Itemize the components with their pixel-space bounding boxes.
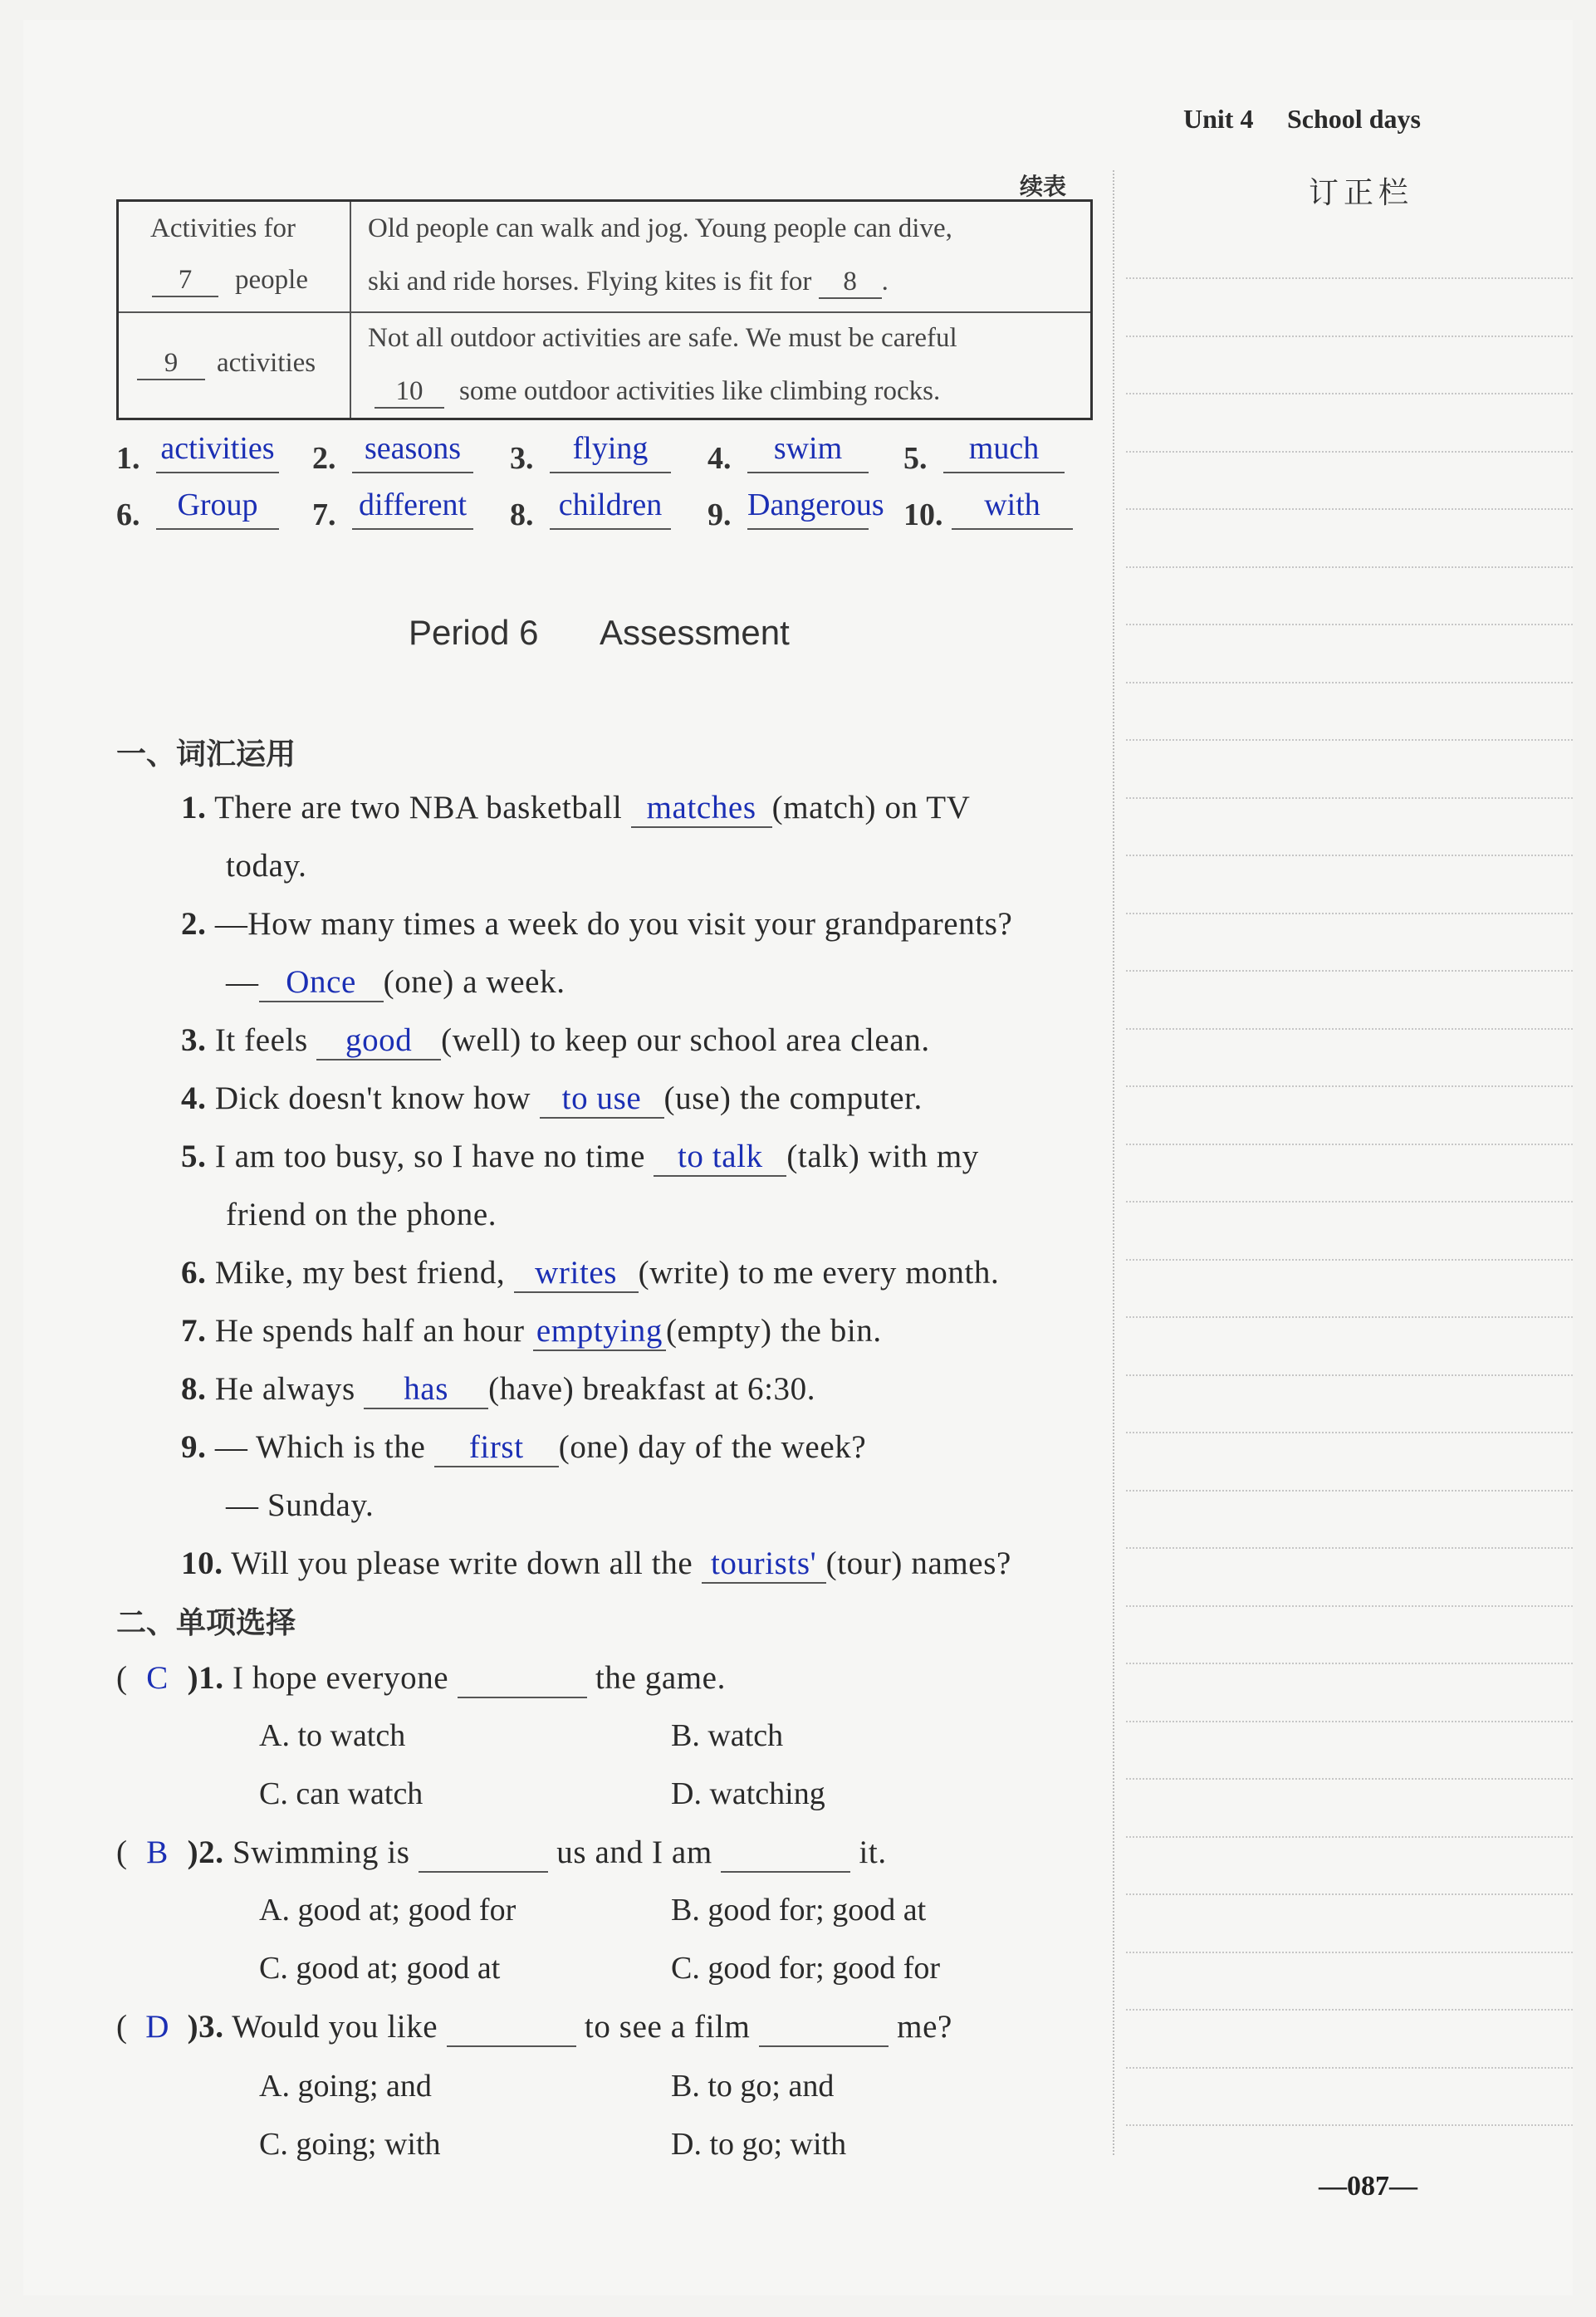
s1-item-3-answer: good: [316, 1021, 441, 1061]
s1-item-2-answer: Once: [259, 963, 384, 1002]
answer-value: seasons: [352, 430, 473, 473]
answer-item: [312, 487, 468, 533]
mc-2-text-a: Swimming is: [233, 1834, 410, 1870]
correction-line: [1126, 1085, 1573, 1087]
s1-item-4-text: Dick doesn't know how: [214, 1080, 531, 1116]
answer-value: different: [352, 487, 473, 530]
mc-3-option-a: A. going; and: [259, 2069, 432, 2104]
table-row1-period: .: [881, 267, 889, 296]
s1-item-8-hint: (have) breakfast at 6:30.: [488, 1371, 816, 1407]
table-row1-right-a: Old people can walk and jog. Young people can dive,: [368, 213, 952, 243]
mc-1-text-a: I hope everyone: [233, 1660, 449, 1696]
mc-2-num: )2.: [187, 1834, 224, 1870]
s1-item-1-hint: (match) on TV: [771, 790, 971, 825]
correction-line: [1126, 393, 1573, 394]
period-number: Period 6: [409, 613, 539, 652]
period-title: Assessment: [600, 613, 790, 652]
correction-line: [1126, 277, 1573, 279]
mc-1-option-c: C. can watch: [259, 1776, 423, 1811]
correction-line: [1126, 797, 1573, 799]
answer-number: 10.: [903, 497, 943, 532]
answer-value: flying: [550, 430, 671, 473]
correction-line: [1126, 1778, 1573, 1780]
s1-item-9-answer: first: [434, 1428, 559, 1467]
answer-value: children: [550, 487, 671, 530]
table-row1-right-b-text: ski and ride horses. Flying kites is fit for: [368, 267, 812, 296]
correction-line: [1126, 913, 1573, 914]
s1-item-1-cont: today.: [226, 848, 307, 884]
continued-label: 续表: [1020, 173, 1067, 200]
mc-1-answer: C: [146, 1660, 169, 1696]
mc-2-option-c: C. good at; good at: [259, 1951, 501, 1986]
table-row1-left-b-text: people: [235, 265, 308, 295]
s1-item-7-text: He spends half an hour: [214, 1313, 525, 1349]
correction-line: [1126, 1259, 1573, 1261]
mc-1-option-b: B. watch: [671, 1718, 784, 1753]
s1-item-10-text: Will you please write down all the: [231, 1545, 693, 1581]
mc-3-text-c: me?: [897, 2009, 952, 2045]
mc-3-text-a: Would you like: [232, 2009, 438, 2045]
s1-item-8-num: 8.: [181, 1371, 207, 1407]
correction-column-title: 订正栏: [1309, 176, 1414, 210]
mc-2-text-b: us and I am: [556, 1834, 712, 1870]
table-row2-left-text: activities: [217, 348, 316, 378]
s1-item-7: [181, 1312, 882, 1351]
correction-line: [1126, 2124, 1573, 2126]
correction-line: [1126, 336, 1573, 337]
s1-item-2-reply: [226, 963, 565, 1002]
answer-number: 7.: [312, 497, 336, 532]
mc-1-num: )1.: [187, 1660, 224, 1696]
mc-3-option-c: C. going; with: [259, 2127, 441, 2162]
answer-value: much: [943, 430, 1065, 473]
s1-item-2-dash: —: [226, 964, 259, 1000]
table-row-divider: [119, 311, 1090, 313]
s1-item-7-num: 7.: [181, 1313, 207, 1349]
correction-line: [1126, 1028, 1573, 1030]
s1-item-1: [181, 789, 970, 828]
correction-line: [1126, 855, 1573, 856]
table-row1-right-b: [368, 267, 889, 299]
table-row2-right-b-text: some outdoor activities like climbing rocks.: [459, 376, 941, 406]
s1-item-8: [181, 1370, 815, 1409]
s1-item-9: [181, 1428, 866, 1467]
mc-3-text-b: to see a film: [584, 2009, 751, 2045]
section1-title: 一、词汇运用: [116, 737, 296, 772]
s1-item-4-answer: to use: [540, 1080, 664, 1119]
s1-item-3-num: 3.: [181, 1022, 207, 1058]
correction-line: [1126, 2067, 1573, 2069]
blank-10: 10: [375, 376, 444, 409]
s1-item-2-text: —How many times a week do you visit your grandparents?: [214, 906, 1013, 942]
answer-number: 9.: [707, 497, 732, 532]
correction-line: [1126, 739, 1573, 741]
correction-line: [1126, 1893, 1573, 1895]
mc-1-option-a: A. to watch: [259, 1718, 406, 1753]
mc-3-option-d: D. to go; with: [671, 2127, 847, 2162]
summary-table: [116, 199, 1093, 420]
table-row1-left-b: [152, 265, 308, 297]
s1-item-1-num: 1.: [181, 790, 207, 825]
mc-2-text-c: it.: [859, 1834, 887, 1870]
blank-9: 9: [137, 348, 205, 380]
correction-line: [1126, 1490, 1573, 1492]
s1-item-10-answer: tourists': [702, 1545, 826, 1584]
s1-item-6-hint: (write) to me every month.: [638, 1255, 1000, 1291]
correction-line: [1126, 1374, 1573, 1376]
table-row2-right-b: [375, 376, 940, 409]
s1-item-4: [181, 1080, 923, 1119]
correction-line: [1126, 1144, 1573, 1145]
answer-number: 1.: [116, 441, 140, 476]
correction-line: [1126, 1952, 1573, 1953]
correction-column-divider: [1113, 170, 1114, 2155]
s1-item-7-answer: emptying: [533, 1312, 666, 1351]
s1-item-2: [181, 905, 1012, 943]
correction-line: [1126, 508, 1573, 510]
s1-item-1-text: There are two NBA basketball: [214, 790, 623, 825]
s1-item-5: [181, 1138, 979, 1177]
correction-line: [1126, 970, 1573, 972]
table-column-divider: [350, 202, 351, 418]
s1-item-3-text: It feels: [214, 1022, 308, 1058]
s1-item-4-num: 4.: [181, 1080, 207, 1116]
s1-item-10: [181, 1545, 1011, 1584]
mc-question-3: ( D )3. Would you like to see a film me?: [116, 2008, 952, 2047]
s1-item-7-hint: (empty) the bin.: [665, 1313, 882, 1349]
s1-item-6-answer: writes: [514, 1254, 639, 1293]
table-row2-right-a: Not all outdoor activities are safe. We must be careful: [368, 323, 957, 353]
s1-item-5-answer: to talk: [654, 1138, 786, 1177]
answer-item: [707, 431, 843, 477]
mc-3-answer: D: [145, 2009, 169, 2045]
correction-line: [1126, 2009, 1573, 2011]
mc-2-option-d: C. good for; good for: [671, 1951, 941, 1986]
answer-item: [510, 487, 663, 533]
s1-item-9-text: — Which is the: [214, 1429, 426, 1465]
correction-line: [1126, 566, 1573, 568]
section2-title: 二、单项选择: [116, 1606, 296, 1640]
unit-title: School days: [1287, 104, 1421, 134]
s1-item-10-num: 10.: [181, 1545, 223, 1581]
s1-item-5-num: 5.: [181, 1139, 207, 1174]
answer-item: [903, 487, 1040, 533]
s1-item-9-reply: — Sunday.: [226, 1487, 375, 1523]
answer-number: 2.: [312, 441, 336, 476]
s1-item-5-text: I am too busy, so I have no time: [214, 1139, 645, 1174]
s1-item-3: [181, 1021, 930, 1061]
mc-1-option-d: D. watching: [671, 1776, 825, 1811]
mc-2-option-a: A. good at; good for: [259, 1893, 516, 1928]
correction-line: [1126, 682, 1573, 683]
mc-2-option-b: B. good for; good at: [671, 1893, 927, 1928]
answer-number: 4.: [707, 441, 732, 476]
answer-value: swim: [747, 430, 869, 473]
correction-line: [1126, 1721, 1573, 1722]
s1-item-10-hint: (tour) names?: [825, 1545, 1011, 1581]
s1-item-6-num: 6.: [181, 1255, 207, 1291]
s1-item-4-hint: (use) the computer.: [663, 1080, 923, 1116]
answer-number: 5.: [903, 441, 928, 476]
s1-item-5-cont: friend on the phone.: [226, 1197, 497, 1232]
correction-line: [1126, 624, 1573, 625]
answer-number: 8.: [510, 497, 534, 532]
s1-item-1-answer: matches: [631, 789, 772, 828]
correction-line: [1126, 451, 1573, 453]
answer-value: with: [952, 487, 1073, 530]
answer-number: 6.: [116, 497, 140, 532]
s1-item-9-hint: (one) day of the week?: [558, 1429, 867, 1465]
s1-item-6-text: Mike, my best friend,: [214, 1255, 506, 1291]
correction-line: [1126, 1201, 1573, 1203]
s1-item-3-hint: (well) to keep our school area clean.: [441, 1022, 930, 1058]
answer-item: [903, 431, 1040, 477]
mc-1-text-b: the game.: [595, 1660, 726, 1696]
s1-item-9-num: 9.: [181, 1429, 207, 1465]
mc-question-2: ( B )2. Swimming is us and I am it.: [116, 1834, 887, 1873]
mc-2-answer: B: [146, 1834, 169, 1870]
mc-question-1: ( C )1. I hope everyone the game.: [116, 1659, 726, 1698]
answer-value: Dangerous: [747, 487, 869, 530]
s1-item-8-text: He always: [214, 1371, 355, 1407]
table-row1-left-a: Activities for: [150, 213, 296, 243]
s1-item-2-num: 2.: [181, 906, 207, 942]
answer-item: [510, 431, 649, 477]
answer-item: [116, 487, 258, 533]
answer-item: [312, 431, 462, 477]
unit-label: Unit 4: [1183, 104, 1254, 134]
s1-item-6: [181, 1254, 999, 1293]
correction-line: [1126, 1836, 1573, 1838]
answer-number: 3.: [510, 441, 534, 476]
blank-7: 7: [152, 265, 218, 297]
mc-3-num: )3.: [187, 2009, 224, 2045]
correction-line: [1126, 1432, 1573, 1433]
correction-line: [1126, 1663, 1573, 1664]
s1-item-5-hint: (talk) with my: [786, 1139, 979, 1174]
table-row2-left: [137, 348, 316, 380]
mc-3-option-b: B. to go; and: [671, 2069, 835, 2104]
correction-line: [1126, 1605, 1573, 1607]
correction-line: [1126, 1547, 1573, 1549]
answer-value: Group: [156, 487, 279, 530]
page-number: —087—: [1319, 2171, 1417, 2202]
answer-item: [116, 431, 275, 477]
blank-8: 8: [819, 267, 882, 299]
correction-line: [1126, 1316, 1573, 1318]
s1-item-8-answer: has: [364, 1370, 488, 1409]
answer-item: [707, 487, 884, 533]
answer-value: activities: [156, 430, 279, 473]
s1-item-2-hint: (one) a week.: [383, 964, 565, 1000]
